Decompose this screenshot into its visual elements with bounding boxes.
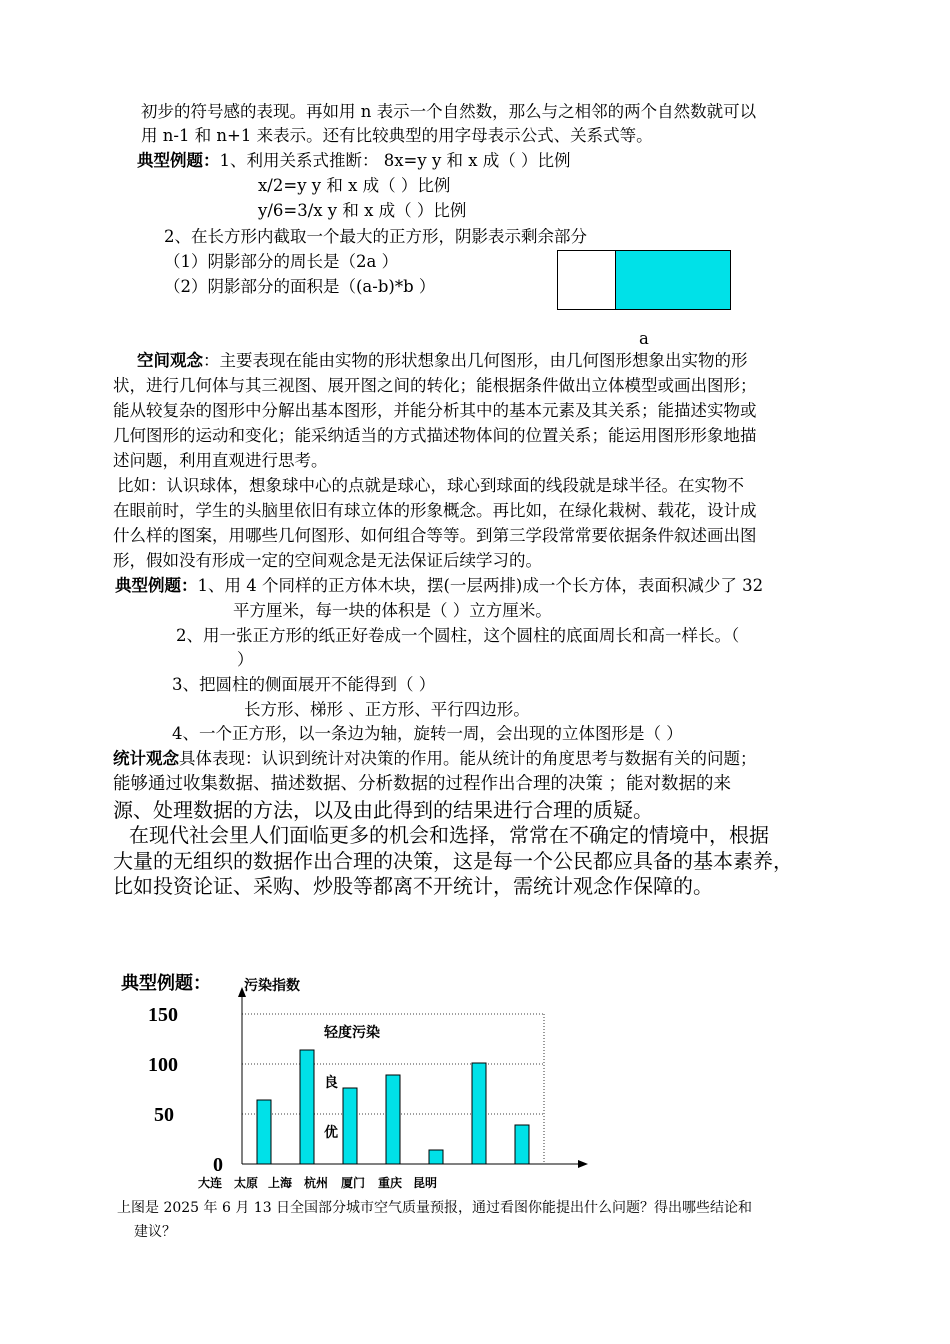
band-label-good: 良 [324,1075,338,1091]
bar-0 [257,1100,271,1164]
rectangle-figure [557,250,731,310]
statistics-p2-line-2: 大量的无组织的数据作出合理的决策，这是每一个公民都应具备的基本素养， [113,849,793,873]
spatial-example-line-4: 形，假如没有形成一定的空间观念是无法保证后续学习的。 [113,551,542,570]
example1-label: 典型例题： [137,151,220,170]
spatial-row [137,349,748,373]
example2-label: 典型例题： [115,576,198,595]
example3-label: 典型例题： [121,973,211,994]
example2-row [115,574,763,598]
y-axis-label: 污染指数 [244,978,300,994]
example1-q2-part1: （1）阴影部分的周长是（2a ） [164,252,399,271]
bar-3 [386,1075,400,1164]
y-tick-label: 0 [213,1154,223,1176]
example2-q2-line2: ） [237,650,254,669]
x-tick-label: 杭州 [304,1176,329,1190]
spatial-line-5: 述问题，利用直观进行思考。 [113,451,328,470]
y-tick-label: 100 [148,1054,178,1076]
x-tick-label: 太原 [234,1176,259,1190]
bar-6 [515,1125,529,1164]
example1-q2-part2: （2）阴影部分的面积是（(a-b)*b ） [164,277,436,296]
bar-1 [300,1050,314,1164]
chart-y-ticks [148,1004,223,1176]
y-tick-label: 150 [148,1004,178,1026]
statistics-p2-line-1: 在现代社会里人们面临更多的机会和选择，常常在不确定的情境中，根据 [129,823,769,847]
chart-x-ticks [198,1175,437,1190]
x-tick-label: 厦门 [341,1176,366,1190]
caption-line-1: 上图是 2025 年 6 月 13 日全国部分城市空气质量预报，通过看图你能提出什么问题？得出哪些结论和 [117,1200,753,1216]
bar-5 [472,1063,486,1164]
x-tick-label: 大连 [198,1176,223,1190]
spatial-line-4: 几何图形的运动和变化；能采纳适当的方式描述物体间的位置关系；能运用图形形象地描 [113,426,757,445]
x-axis-arrow [578,1160,588,1168]
intro-line-2: 用 n-1 和 n+1 来表示。还有比较典型的用字母表示公式、关系式等。 [141,126,653,145]
spatial-example-line-2: 在眼前时，学生的头脑里依旧有球立体的形象概念。再比如，在绿化栽树、载花，设计成 [113,501,757,520]
caption-line-2: 建议？ [134,1224,176,1240]
spatial-example-line-3: 什么样的图案，用哪些几何图形、如何组合等等。到第三学段常常要依据条件叙述画出图 [113,526,757,545]
example1-row [137,149,571,173]
example1-q1-line1: 1、利用关系式推断： 8x=y y 和 x 成（ ）比例 [219,151,571,170]
statistics-title: 统计观念 [113,749,179,768]
x-tick-label: 重庆 [378,1176,403,1190]
y-tick-label: 50 [154,1104,174,1126]
statistics-row [113,747,757,771]
intro-line-1: 初步的符号感的表现。再如用 n 表示一个自然数，那么与之相邻的两个自然数就可以 [141,102,757,121]
x-tick-label: 上海 [268,1176,293,1190]
spatial-title: 空间观念 [137,351,203,370]
example2-q4-line1: 4、一个正方形，以一条边为轴，旋转一周，会出现的立体图形是（ ） [172,724,683,743]
example2-q3-line1: 3、把圆柱的侧面展开不能得到（ ） [172,675,436,694]
example2-q1-line2: 平方厘米，每一块的体积是（ ）立方厘米。 [233,601,552,620]
bar-4 [429,1150,443,1164]
x-tick-label: 昆明 [413,1176,438,1190]
spatial-line-2: 状，进行几何体与其三视图、展开图之间的转化；能根据条件做出立体模型或画出图形； [113,376,757,395]
band-label-moderate: 轻度污染 [324,1025,380,1041]
band-label-excellent: 优 [324,1125,338,1141]
example1-q1-line2: x/2=y y 和 x 成（ ）比例 [258,176,451,195]
statistics-line-2: 能够通过收集数据、描述数据、分析数据的过程作出合理的决策 ；能对数据的来 [113,774,732,794]
bar-2 [343,1088,357,1164]
statistics-line-3: 源、处理数据的方法，以及由此得到的结果进行合理的质疑。 [113,798,653,822]
chart-bars [257,1050,529,1164]
statistics-line-1: 具体表现：认识到统计对决策的作用。能从统计的角度思考与数据有关的问题； [179,749,757,768]
spatial-line-1: ：主要表现在能由实物的形状想象出几何图形，由几何图形想象出实物的形 [203,351,748,370]
pollution-bar-chart [110,965,600,1195]
example1-q1-line3: y/6=3/x y 和 x 成（ ）比例 [258,201,467,220]
statistics-p2-line-3: 比如投资论证、采购、炒股等都离不开统计，需统计观念作保障的。 [113,874,713,898]
example2-q1-line1: 1、用 4 个同样的正方体木块，摆(一层两排)成一个长方体，表面积减少了 32 [197,576,764,595]
example1-q2-title: 2、在长方形内截取一个最大的正方形，阴影表示剩余部分 [164,227,587,246]
square-region [558,251,616,309]
shaded-region [616,251,730,309]
spatial-line-3: 能从较复杂的图形中分解出基本图形，并能分析其中的基本元素及其关系；能描述实物或 [113,401,757,420]
example2-q2-line1: 2、用一张正方形的纸正好卷成一个圆柱，这个圆柱的底面周长和高一样长。（ [176,626,740,645]
example2-q3-line2: 长方形、梯形 、正方形、平行四边形。 [244,700,530,719]
spatial-example-line-1: 比如：认识球体，想象球中心的点就是球心，球心到球面的线段就是球半径。在实物不 [117,476,744,495]
figure-label-a: a [639,329,649,348]
